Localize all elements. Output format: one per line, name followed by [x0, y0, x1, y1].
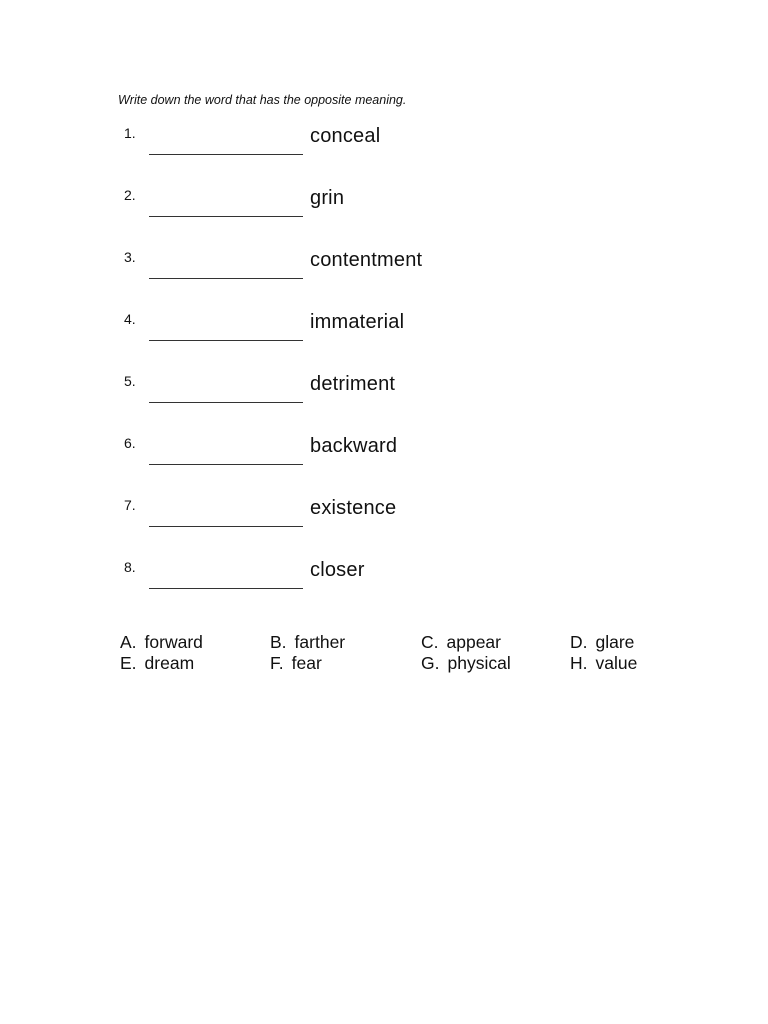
answer-blank[interactable]: [149, 278, 303, 279]
choice-letter: G.: [421, 653, 440, 673]
choice-word: value: [595, 653, 638, 673]
choice-h: [570, 653, 637, 674]
question-item-4: [0, 311, 768, 351]
item-number: 3.: [124, 249, 136, 265]
choice-word: physical: [447, 653, 511, 673]
answer-blank[interactable]: [149, 340, 303, 341]
item-word: existence: [310, 497, 397, 519]
question-item-5: [0, 373, 768, 413]
choice-e: [120, 653, 194, 674]
choice-letter: D.: [570, 632, 588, 652]
choice-word: appear: [446, 632, 501, 652]
choice-c: [421, 632, 501, 653]
item-word: conceal: [310, 125, 381, 147]
item-number: 5.: [124, 373, 136, 389]
choice-d: [570, 632, 634, 653]
answer-blank[interactable]: [149, 526, 303, 527]
choice-letter: A.: [120, 632, 137, 652]
answer-blank[interactable]: [149, 588, 303, 589]
item-word: grin: [310, 187, 345, 209]
item-number: 2.: [124, 187, 136, 203]
choice-word: fear: [291, 653, 322, 673]
question-item-6: [0, 435, 768, 475]
item-number: 1.: [124, 125, 136, 141]
item-word: closer: [310, 559, 365, 581]
question-item-2: [0, 187, 768, 227]
choice-word: glare: [595, 632, 635, 652]
question-item-8: [0, 559, 768, 599]
choice-word: farther: [294, 632, 346, 652]
choice-letter: C.: [421, 632, 439, 652]
item-number: 4.: [124, 311, 136, 327]
item-word: immaterial: [310, 311, 405, 333]
item-word: backward: [310, 435, 398, 457]
choice-f: [270, 653, 322, 674]
choice-letter: B.: [270, 632, 287, 652]
item-number: 6.: [124, 435, 136, 451]
choice-letter: E.: [120, 653, 137, 673]
choice-letter: F.: [270, 653, 284, 673]
question-item-1: [0, 125, 768, 165]
choice-b: [270, 632, 345, 653]
answer-blank[interactable]: [149, 154, 303, 155]
item-word: detriment: [310, 373, 396, 395]
answer-blank[interactable]: [149, 402, 303, 403]
item-number: 8.: [124, 559, 136, 575]
instruction-text: Write down the word that has the opposite meaning.: [118, 93, 407, 107]
item-word: contentment: [310, 249, 423, 271]
item-number: 7.: [124, 497, 136, 513]
answer-blank[interactable]: [149, 216, 303, 217]
choice-word: dream: [144, 653, 195, 673]
question-item-7: [0, 497, 768, 537]
answer-blank[interactable]: [149, 464, 303, 465]
answer-choices: [0, 632, 768, 680]
choice-a: [120, 632, 203, 653]
choice-g: [421, 653, 511, 674]
question-item-3: [0, 249, 768, 289]
choice-word: forward: [144, 632, 203, 652]
choice-letter: H.: [570, 653, 588, 673]
